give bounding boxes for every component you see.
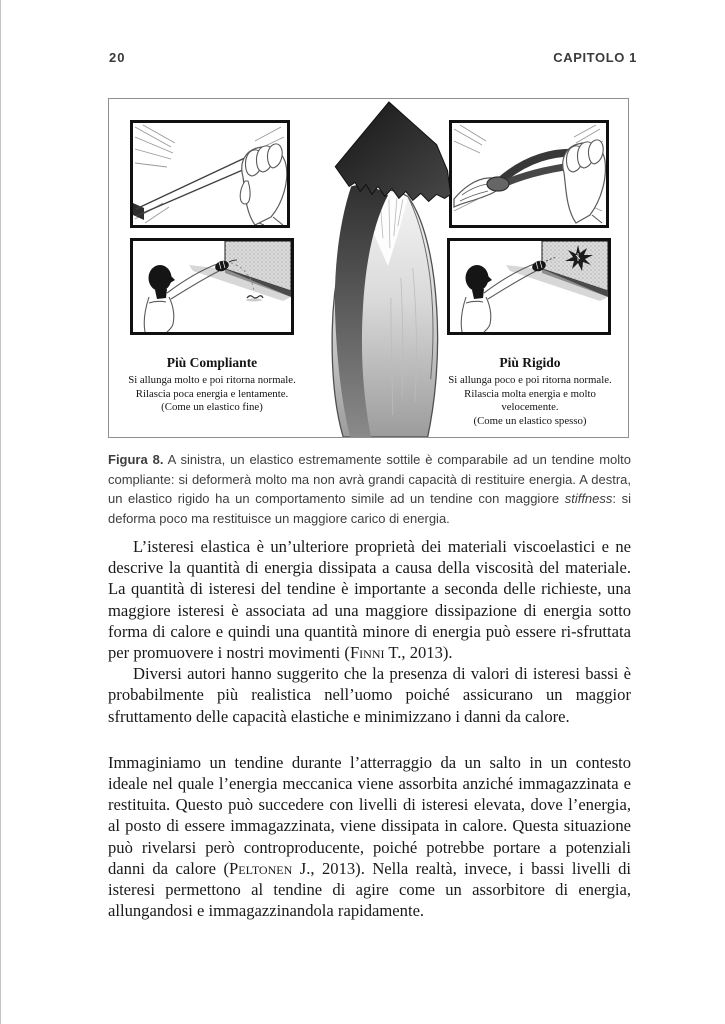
paragraph-diversi-autori: Diversi autori hanno suggerito che la presenza di valori di isteresi bassi è probabilmente più realistica nell’uomo poiché assicurano un maggior sfruttamento delle capacità elastiche e minimizzano i danni da calore. <box>108 664 631 726</box>
panel-thick-elastic <box>449 120 609 228</box>
thick-elastic-illustration <box>452 123 606 225</box>
caption-piu-rigido <box>429 355 629 428</box>
chapter-header: CAPITOLO 1 <box>553 50 637 65</box>
caption-title: Più Compliante <box>166 355 258 370</box>
caption-lines: Si allunga molto e poi ritorna normale. Rilascia poca energia e lentamente. (Come un elastico fine) <box>128 374 296 413</box>
page-number: 20 <box>109 50 126 65</box>
caption-piu-compliante <box>111 355 313 415</box>
thin-elastic-illustration <box>133 123 287 225</box>
figure-8-caption: Figura 8. A sinistra, un elastico estremamente sottile è comparabile ad un tendine molto compliante: si deformerà molto ma non avrà grandi capacità di restituire energia. A destra, un elastico rigido ha un comportamento simile ad un tendine con maggiore stiffness: si deforma poco ma restituisce un maggiore carico di energia. <box>108 452 631 526</box>
caption-lines: Si allunga poco e poi ritorna normale. Rilascia molta energia e molto velocemente. (Come un elastico spesso) <box>448 374 612 427</box>
caption-title: Più Rigido <box>499 355 561 370</box>
launch-hits-wall-illustration <box>450 241 608 332</box>
panel-thin-elastic <box>130 120 290 228</box>
launch-falls-short-illustration <box>133 241 291 332</box>
figure-8-box <box>108 98 629 438</box>
paragraph-immaginiamo: Immaginiamo un tendine durante l’atterraggio da un salto in un contesto ideale nel quale l’energia meccanica viene assorbita anziché immagazzinata e restituita. Questo può succedere con livelli di isteresi elevata, dove l’energia, al posto di essere immagazzinata, viene dissipata in calore. Questa situazione può rivelarsi però controproducente, poiché potrebbe portare a potenziali danni da calore (Peltonen J., 2013). Nella realtà, invece, i bassi livelli di isteresi permettono al tendine di agire come un assorbitore di energia, allungandosi e immagazzinandola rapidamente. <box>108 752 631 921</box>
panel-launch-hits-wall <box>447 238 611 335</box>
body-text <box>108 536 631 921</box>
paragraph-isteresi: L’isteresi elastica è un’ulteriore proprietà dei materiali viscoelastici e ne descrive la quantità di energia dissipata a causa della viscosità del materiale. La quantità di isteresi del tendine è importante a seconda delle richieste, una maggiore isteresi è associata ad una maggiore dissipazione di energia sotto forma di calore e quindi una quantità minore di energia può essere ri-sfruttata per promuovere i nostri movimenti (Finni T., 2013). <box>108 537 631 663</box>
panel-launch-falls-short <box>130 238 294 335</box>
